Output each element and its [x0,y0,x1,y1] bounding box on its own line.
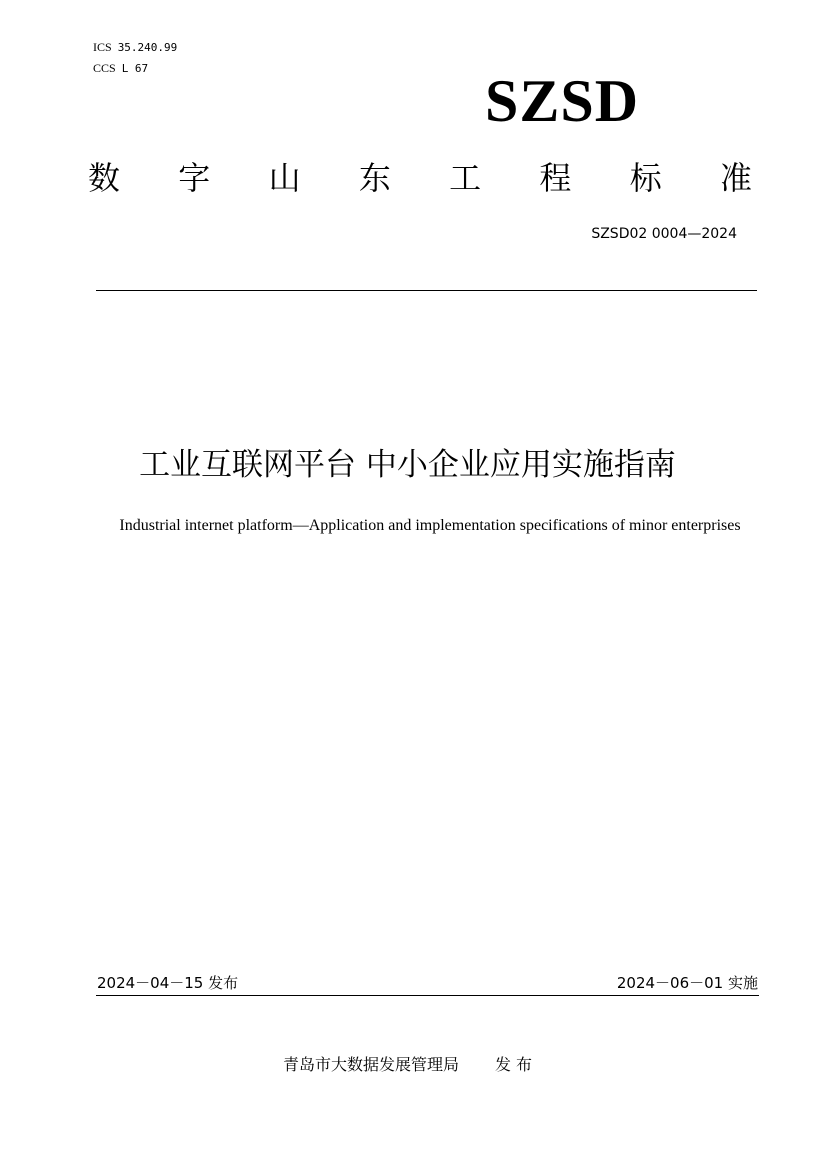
standard-type-char: 准 [719,159,752,197]
ccs-label: CCS [93,61,116,75]
standard-type-char: 标 [629,159,662,197]
standard-type-char: 数 [88,159,121,197]
standard-type-char: 字 [178,159,211,197]
document-title-en: Industrial internet platform—Application and implementation specifications of minor enterprises [119,517,741,534]
publisher-action: 发 布 [494,1055,533,1074]
header-divider [96,290,757,291]
standard-type-char: 工 [449,159,482,197]
document-title-zh: 工业互联网平台 中小企业应用实施指南 [139,447,676,483]
ccs-classification [93,61,148,76]
standard-number: SZSD02 0004—2024 [591,226,737,242]
ics-code: 35.240.99 [117,41,178,54]
standard-type-char: 山 [268,159,301,197]
ics-classification [93,40,177,55]
implementation-date: 2024－06－01 实施 [616,974,758,992]
publisher-name: 青岛市大数据发展管理局 [282,1055,459,1074]
footer-divider [96,995,759,996]
publisher-line [0,1053,815,1077]
ics-label: ICS [93,40,112,54]
issue-date: 2024－04－15 发布 [97,974,239,992]
szsd-logo: SZSD [485,68,640,134]
standard-type-heading [88,156,752,200]
standard-type-char: 东 [358,159,391,197]
ccs-code: L 67 [121,62,149,75]
standard-type-char: 程 [539,159,572,197]
